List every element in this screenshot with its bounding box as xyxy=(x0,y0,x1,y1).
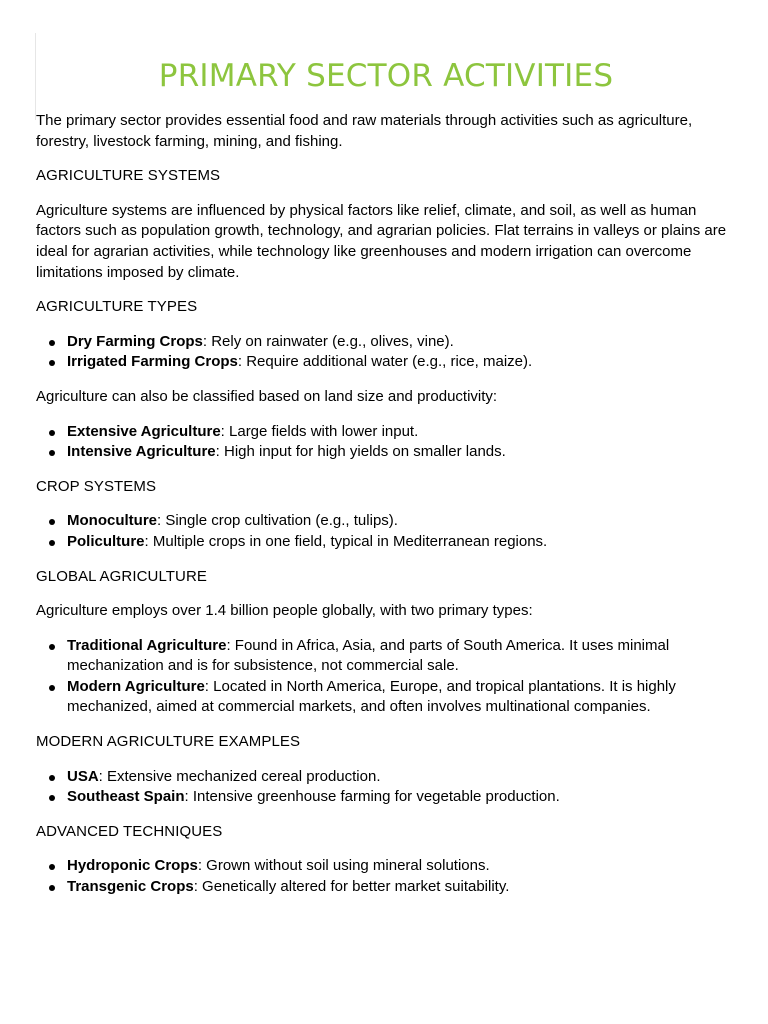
heading-agriculture-types: AGRICULTURE TYPES xyxy=(36,298,198,316)
agriculture-types-list xyxy=(36,332,736,373)
list-item xyxy=(36,877,736,898)
heading-crop-systems: CROP SYSTEMS xyxy=(36,477,157,495)
list-item-term: Dry Farming Crops xyxy=(67,332,203,350)
bullet-icon xyxy=(49,864,55,870)
list-item-desc: : High input for high yields on smaller lands. xyxy=(215,443,506,461)
global-agriculture-paragraph: Agriculture employs over 1.4 billion people globally, with two primary types: xyxy=(36,602,533,620)
list-item-desc: : Grown without soil using mineral solutions. xyxy=(197,857,490,875)
heading-global-agriculture: GLOBAL AGRICULTURE xyxy=(36,567,208,585)
bullet-icon xyxy=(49,775,55,781)
list-item xyxy=(36,442,736,463)
list-item-desc: : Intensive greenhouse farming for vegetable production. xyxy=(184,788,560,806)
bullet-icon xyxy=(49,430,55,436)
list-item-desc: : Genetically altered for better market suitability. xyxy=(193,878,510,896)
land-size-list xyxy=(36,422,736,463)
list-item-term: Extensive Agriculture xyxy=(67,422,221,440)
heading-advanced-techniques: ADVANCED TECHNIQUES xyxy=(36,822,223,840)
list-item-term: Modern Agriculture xyxy=(67,677,205,695)
list-item-term: Irrigated Farming Crops xyxy=(67,353,238,371)
list-item-desc: : Large fields with lower input. xyxy=(220,422,419,440)
intro-paragraph: The primary sector provides essential food and raw materials through activities such as agriculture, forestry, livestock farming, mining, and fishing. xyxy=(36,112,693,150)
heading-agriculture-systems: AGRICULTURE SYSTEMS xyxy=(36,167,221,185)
list-item-term: Transgenic Crops xyxy=(67,878,194,896)
list-item-term: USA xyxy=(67,767,99,785)
list-item-term: Intensive Agriculture xyxy=(67,443,216,461)
list-item-desc: : Located in North America, Europe, and tropical plantations. It is highly mechanized, aimed at commercial markets, and often involves multinational companies. xyxy=(67,677,676,716)
list-item xyxy=(36,422,736,443)
bullet-icon xyxy=(49,340,55,346)
crop-systems-list xyxy=(36,511,736,552)
list-item-desc: : Require additional water (e.g., rice, maize). xyxy=(237,353,533,371)
bullet-icon xyxy=(49,685,55,691)
list-item-term: Policulture xyxy=(67,532,145,550)
bullet-icon xyxy=(49,644,55,650)
list-item xyxy=(36,677,736,718)
bullet-icon xyxy=(49,540,55,546)
list-item-desc: : Multiple crops in one field, typical in Mediterranean regions. xyxy=(144,532,548,550)
bullet-icon xyxy=(49,519,55,525)
list-item-desc: : Found in Africa, Asia, and parts of South America. It uses minimal mechanization and is for subsistence, not commercial sale. xyxy=(67,636,670,675)
list-item xyxy=(36,787,736,808)
classification-paragraph: Agriculture can also be classified based on land size and productivity: xyxy=(36,387,498,405)
bullet-icon xyxy=(49,885,55,891)
list-item xyxy=(36,511,736,532)
page-title: PRIMARY SECTOR ACTIVITIES xyxy=(158,58,614,94)
list-item xyxy=(36,352,736,373)
list-item-term: Traditional Agriculture xyxy=(67,636,227,654)
bullet-icon xyxy=(49,795,55,801)
modern-examples-list xyxy=(36,767,736,808)
list-item-term: Southeast Spain xyxy=(67,788,185,806)
document-page xyxy=(36,0,736,898)
list-item xyxy=(36,332,736,353)
list-item-term: Hydroponic Crops xyxy=(67,857,198,875)
list-item-desc: : Single crop cultivation (e.g., tulips). xyxy=(157,512,398,530)
list-item xyxy=(36,532,736,553)
bullet-icon xyxy=(49,360,55,366)
advanced-techniques-list xyxy=(36,856,736,897)
list-item xyxy=(36,767,736,788)
list-item-desc: : Extensive mechanized cereal production. xyxy=(98,767,381,785)
heading-modern-agriculture-examples: MODERN AGRICULTURE EXAMPLES xyxy=(36,733,301,751)
bullet-icon xyxy=(49,450,55,456)
list-item xyxy=(36,856,736,877)
list-item-term: Monoculture xyxy=(67,512,157,530)
list-item xyxy=(36,636,736,677)
global-agriculture-list xyxy=(36,636,736,718)
list-item-desc: : Rely on rainwater (e.g., olives, vine). xyxy=(202,332,454,350)
agriculture-systems-paragraph: Agriculture systems are influenced by physical factors like relief, climate, and soil, as well as human factors such as population growth, technology, and agrarian policies. Flat terrains in valleys or plains are ideal for agrarian activities, while technology like greenhouses and modern irrigation can overcome limitations imposed by climate. xyxy=(36,201,727,281)
